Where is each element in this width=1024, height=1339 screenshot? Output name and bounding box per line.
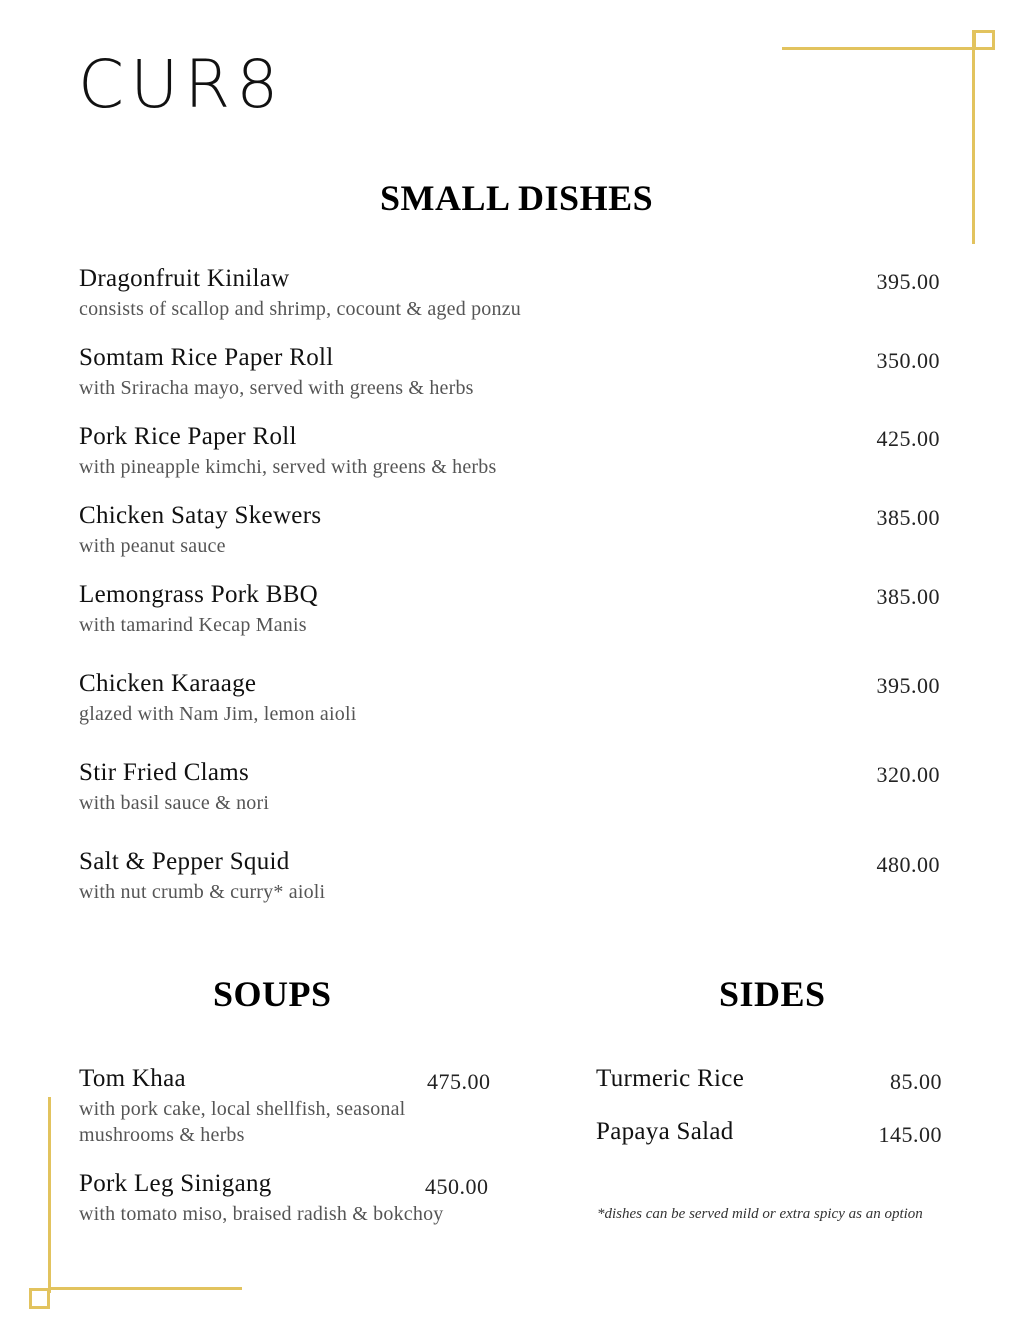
item-name: Pork Leg Sinigang [79,1170,272,1197]
item-name: Salt & Pepper Squid [79,848,290,875]
section-title-soups: SOUPS [213,974,332,1014]
item-description: glazed with Nam Jim, lemon aioli [79,703,357,725]
gold-frame-top-line [782,47,978,50]
gold-frame-left-line [48,1097,51,1293]
item-price: 480.00 [876,852,940,877]
item-price: 450.00 [425,1174,489,1199]
item-name: Lemongrass Pork BBQ [79,581,319,608]
item-price: 320.00 [876,762,940,787]
item-name: Chicken Satay Skewers [79,502,322,529]
item-description: with Sriracha mayo, served with greens & herbs [79,377,474,399]
item-name: Stir Fried Clams [79,759,250,786]
restaurant-logo: CUR8 [78,46,285,123]
item-price: 145.00 [878,1122,942,1147]
item-name: Turmeric Rice [596,1065,745,1092]
item-name: Chicken Karaage [79,670,257,697]
item-description: with tamarind Kecap Manis [79,614,307,636]
item-description: with basil sauce & nori [79,792,270,814]
item-description: with pork cake, local shellfish, seasonal [79,1098,406,1120]
section-title-small-dishes: SMALL DISHES [380,178,654,218]
item-price: 85.00 [890,1069,942,1094]
item-price: 425.00 [876,426,940,451]
item-name: Pork Rice Paper Roll [79,423,297,450]
item-price: 350.00 [876,348,940,373]
item-price: 475.00 [427,1069,491,1094]
gold-frame-corner-square-bottom [29,1288,50,1309]
item-description: with peanut sauce [79,535,226,557]
item-name: Papaya Salad [596,1118,734,1145]
item-description: with pineapple kimchi, served with greens & herbs [79,456,497,478]
item-price: 385.00 [876,505,940,530]
item-price: 395.00 [876,673,940,698]
item-description: with tomato miso, braised radish & bokchoy [79,1203,444,1225]
item-description: with nut crumb & curry* aioli [79,881,326,903]
item-name: Somtam Rice Paper Roll [79,344,334,371]
item-price: 395.00 [876,269,940,294]
gold-frame-bottom-line [48,1287,242,1290]
item-name: Tom Khaa [79,1065,186,1092]
section-title-sides: SIDES [719,974,826,1014]
item-description: consists of scallop and shrimp, cocount & aged ponzu [79,298,521,320]
spice-note: *dishes can be served mild or extra spicy as an option [597,1206,923,1222]
item-price: 385.00 [876,584,940,609]
item-name: Dragonfruit Kinilaw [79,265,290,292]
gold-frame-right-line [972,30,975,244]
gold-frame-corner-square-top [973,30,995,50]
item-description: mushrooms & herbs [79,1124,245,1146]
